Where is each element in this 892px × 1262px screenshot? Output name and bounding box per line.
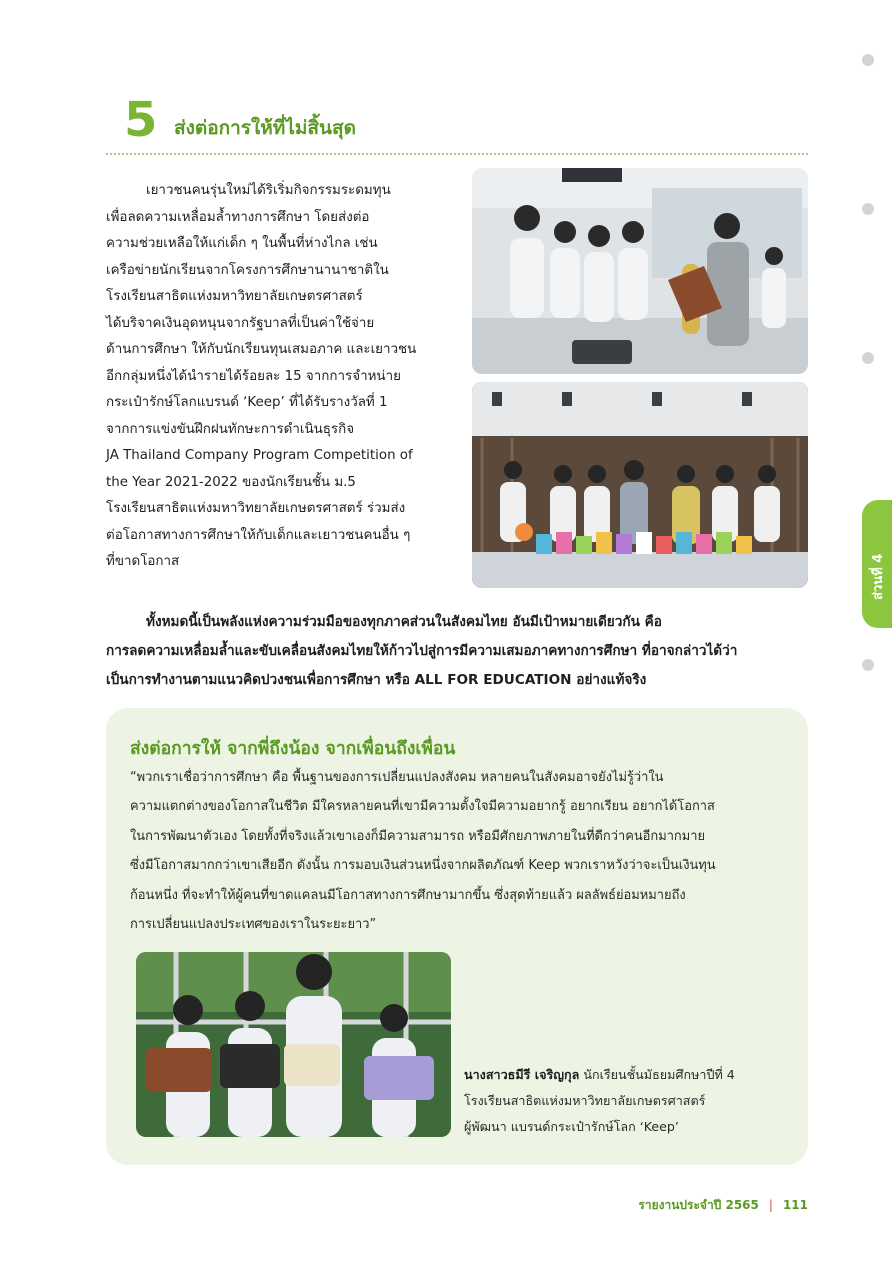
text-line: ได้บริจาคเงินอุดหนุนจากรัฐบาลที่เป็นค่าใช้จ่าย xyxy=(106,315,375,331)
page-footer xyxy=(638,1196,808,1215)
text-line: เพื่อลดความเหลื่อมล้ำทางการศึกษา โดยส่งต่อ xyxy=(106,209,370,225)
caption-name: นางสาวธมีรี เจริญกุล xyxy=(464,1067,580,1082)
photo-students-with-keep-bags xyxy=(136,952,451,1137)
caption-line xyxy=(464,1062,735,1088)
text-line: ความช่วยเหลือให้แก่เด็ก ๆ ในพื้นที่ห่างไกล เช่น xyxy=(106,236,378,251)
text-line: การลดความเหลื่อมล้ำและขับเคลื่อนสังคมไทยให้ก้าวไปสู่การมีความเสมอภาคทางการศึกษา ที่อาจกล่าวได้ว่า xyxy=(106,643,738,659)
text-line: ในการพัฒนาตัวเอง โดยทั้งที่จริงแล้วเขาเองก็มีความสามารถ หรือมีศักยภาพภายในที่ดีกว่าคนอีกมากมาย xyxy=(130,828,706,844)
quote-text xyxy=(130,763,784,939)
text-line: อีกกลุ่มหนึ่งได้นำรายได้ร้อยละ 15 จากการจำหน่าย xyxy=(106,368,401,384)
text-line: กระเป๋ารักษ์โลกแบรนด์ ‘Keep’ ที่ได้รับรางวัลที่ 1 xyxy=(106,395,388,410)
intro-paragraph xyxy=(106,178,442,576)
caption-school: โรงเรียนสาธิตแห่งมหาวิทยาลัยเกษตรศาสตร์ xyxy=(464,1093,706,1108)
text-line: the Year 2021-2022 ของนักเรียนชั้น ม.5 xyxy=(106,474,356,490)
side-tab-label: ส่วนที่ 4 xyxy=(871,553,886,600)
text-line: “พวกเราเชื่อว่าการศึกษา คือ พื้นฐานของการเปลี่ยนแปลงสังคม หลายคนในสังคมอาจยังไม่รู้ว่าใน xyxy=(130,770,664,785)
text-line: เป็นการทำงานตามแนวคิดปวงชนเพื่อการศึกษา หรือ ALL FOR EDUCATION อย่างแท้จริง xyxy=(106,672,647,688)
section-side-tab[interactable] xyxy=(862,500,892,628)
text-line: ซึ่งมีโอกาสมากกว่าเขาเสียอีก ดังนั้น การมอบเงินส่วนหนึ่งจากผลิตภัณฑ์ Keep พวกเราหวังว่าจะเป็นเงินทุน xyxy=(130,858,716,874)
text-line: เครือข่ายนักเรียนจากโครงการศึกษานานาชาติใน xyxy=(106,262,389,278)
footer-separator: | xyxy=(768,1198,773,1212)
dotted-divider xyxy=(106,153,808,155)
text-line: JA Thailand Company Program Competition of xyxy=(106,448,413,463)
text-line: เยาวชนคนรุ่นใหม่ได้ริเริ่มกิจกรรมระดมทุน xyxy=(146,183,391,198)
decorative-dot xyxy=(862,203,874,215)
text-line: โรงเรียนสาธิตแห่งมหาวิทยาลัยเกษตรศาสตร์ xyxy=(106,289,363,304)
photo-group-ceremony xyxy=(472,382,808,588)
text-line: ที่ขาดโอกาส xyxy=(106,554,180,569)
caption-role: นักเรียนชั้นมัธยมศึกษาปีที่ 4 xyxy=(583,1067,735,1082)
text-line: ต่อโอกาสทางการศึกษาให้กับเด็กและเยาวชนคนอื่น ๆ xyxy=(106,527,411,543)
page-number: 111 xyxy=(782,1198,808,1212)
decorative-dot xyxy=(862,352,874,364)
photo-caption xyxy=(464,1062,735,1140)
text-line: จากการแข่งขันฝึกฝนทักษะการดำเนินธุรกิจ xyxy=(106,421,355,437)
text-line: ความแตกต่างของโอกาสในชีวิต มีใครหลายคนที่เขามีความตั้งใจมีความอยากรู้ อยากเรียน อยากได้โอกาส xyxy=(130,799,715,815)
section-title: ส่งต่อการให้ที่ไม่สิ้นสุด xyxy=(174,117,356,139)
conclusion-paragraph xyxy=(106,608,808,695)
decorative-dot xyxy=(862,659,874,671)
decorative-dot xyxy=(862,54,874,66)
text-line: การเปลี่ยนแปลงประเทศของเราในระยะยาว” xyxy=(130,917,377,933)
text-line: ก้อนหนึ่ง ที่จะทำให้ผู้คนที่ขาดแคลนมีโอกาสทางการศึกษามากขึ้น ซึ่งสุดท้ายแล้ว ผลลัพธ์ย่อมหมายถึง xyxy=(130,887,686,903)
report-title: รายงานประจำปี 2565 xyxy=(638,1198,759,1212)
text-line: ด้านการศึกษา ให้กับนักเรียนทุนเสมอภาค และเยาวชน xyxy=(106,342,417,357)
text-line: โรงเรียนสาธิตแห่งมหาวิทยาลัยเกษตรศาสตร์ ร่วมส่ง xyxy=(106,501,406,516)
quote-title: ส่งต่อการให้ จากพี่ถึงน้อง จากเพื่อนถึงเพื่อน xyxy=(130,739,456,759)
caption-brand: ผู้พัฒนา แบรนด์กระเป๋ารักษ์โลก ‘Keep’ xyxy=(464,1119,679,1134)
photo-students-bag-handover xyxy=(472,168,808,374)
section-number: 5 xyxy=(124,92,158,148)
text-line: ทั้งหมดนี้เป็นพลังแห่งความร่วมมือของทุกภาคส่วนในสังคมไทย อันมีเป้าหมายเดียวกัน คือ xyxy=(146,614,662,630)
